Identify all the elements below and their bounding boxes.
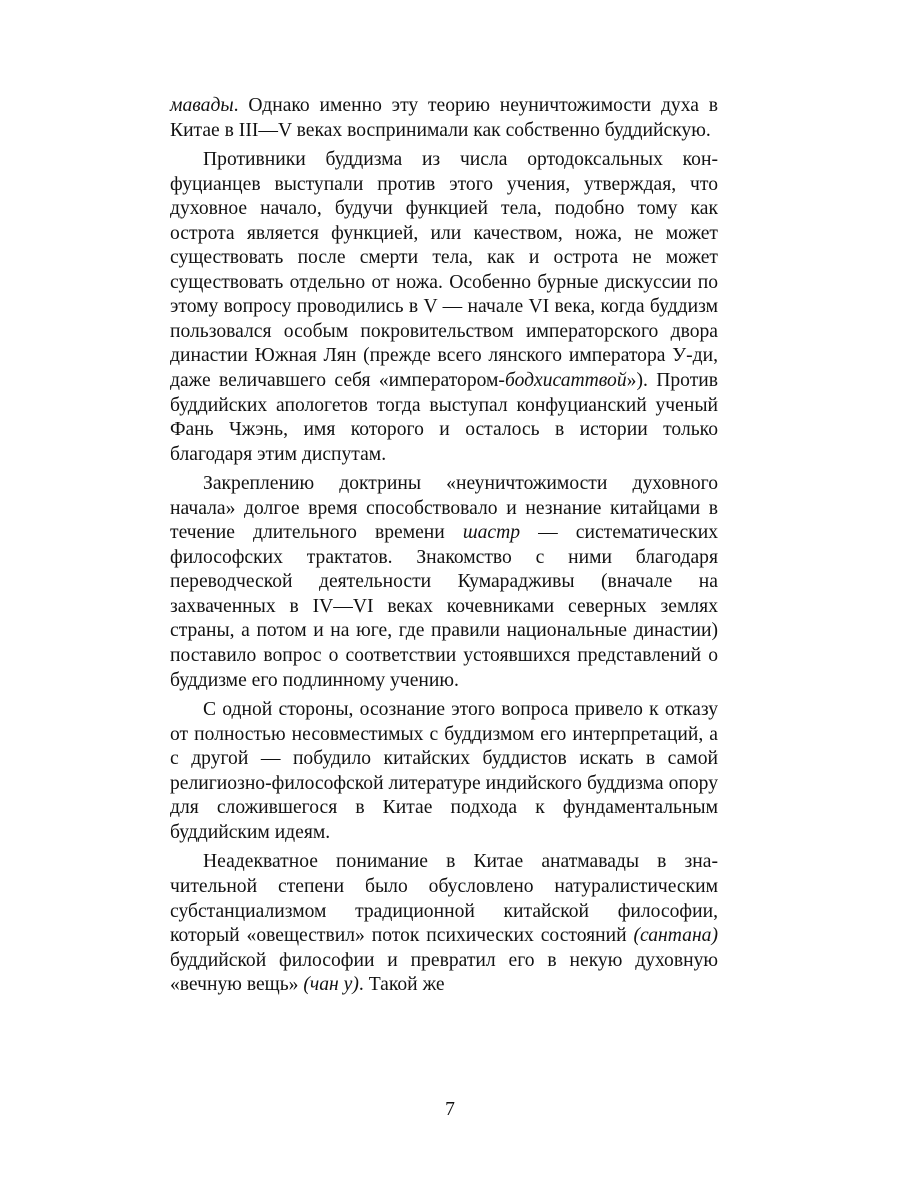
paragraph-3 — [170, 472, 718, 693]
text-run: »). Против буддийских апологетов тогда выступал конфуцианский ученый Фань Чжэнь, имя которого и осталось в истории только благодаря этим диспутам. — [170, 370, 719, 465]
paragraph-5 — [170, 850, 718, 997]
paragraph-2 — [170, 148, 718, 467]
text-run: Противники буддизма из числа ортодоксальных конфуцианцев выступали против этого учения, утверждая, что духовное начало, будучи функцией тела, подобно тому как острота является функцией, или качеством, ножа, не может существовать после смерти тела, как и острота не может существовать отдельно от ножа. Особенно бурные дискуссии по этому вопросу проводились в V — начале VI века, когда буддизм пользовался особым покровительством императорского двора династии Южная Лян (прежде всего лянского императора У-ди, даже величавшего себя «императором- — [170, 149, 718, 392]
italic-term: (сантана) — [633, 925, 718, 947]
paragraph-4 — [170, 698, 718, 845]
page-number: 7 — [445, 1099, 455, 1120]
text-run: С одной стороны, осознание этого вопроса привело к отказу от полностью несовместимых с буддизмом его интерпретаций, а с другой — побудило китайских буддистов искать в самой религиозно-философской литературе индийского буддизма опору для сложившегося в Китае подхода к фундаментальным буддийским идеям. — [170, 699, 718, 843]
text-run: . Такой же — [358, 974, 445, 996]
italic-term: шастр — [462, 522, 521, 544]
page-text-column — [170, 94, 718, 1003]
text-run: Закреплению доктрины «неуничтожимости духовного начала» долгое время способствовало и незнание китайцами в течение длительного времени — [170, 473, 718, 544]
text-run: буддийской философии и превратил его в некую духовную «вечную вещь» — [170, 949, 718, 996]
italic-term: бодхисаттвой — [504, 370, 627, 392]
text-run: . Однако именно эту теорию неуничтожимости духа в Китае в III—V веках воспринимали как собственно буддийскую. — [170, 95, 718, 141]
italic-term: мавады — [170, 95, 234, 116]
text-run: — систематических философских трактатов. Знакомство с ними благодаря переводческой деятельности Кумарадживы (вначале на захваченных в IV—VI веках кочевниками северных землях страны, а потом и на юге, где правили национальные династии) поставило вопрос о соответствии устоявшихся представлений о буддизме его подлинному учению. — [170, 522, 718, 691]
italic-term: (чан у) — [303, 974, 359, 996]
text-run: Неадекватное понимание в Китае анатмавады в значительной степени было обусловлено натуралистическим субстанциализмом традиционной китайской философии, который «овеществил» поток психических состояний — [170, 851, 718, 947]
paragraph-1 — [170, 94, 718, 143]
